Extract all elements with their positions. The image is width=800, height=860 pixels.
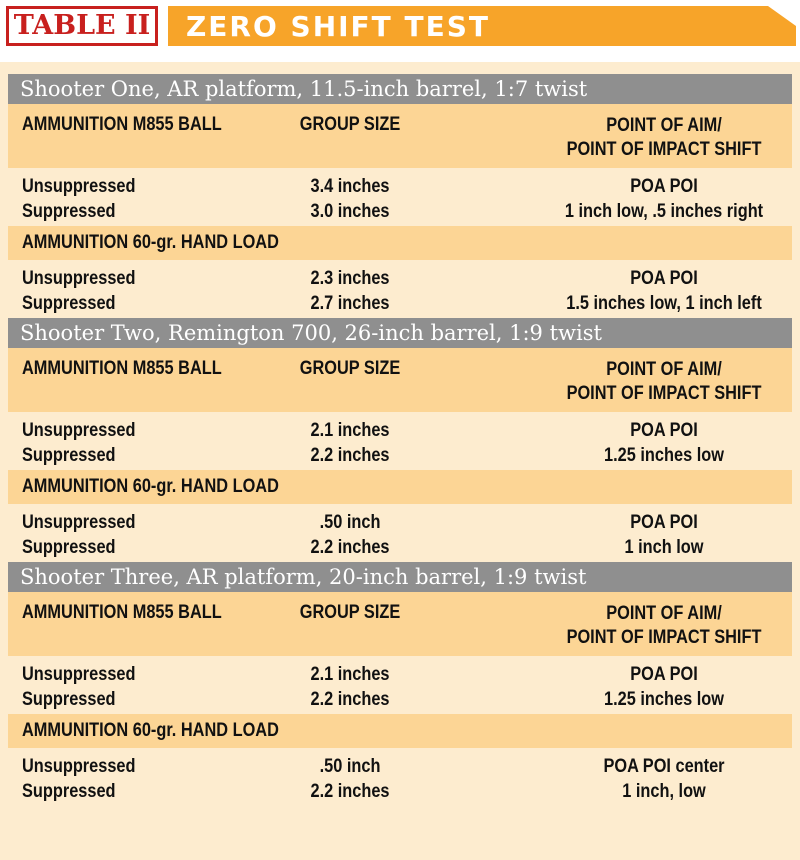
table-row-pair [8,748,792,806]
row-label: Unsuppressed [22,420,136,441]
column-header-row [8,592,792,656]
row-label: Suppressed [22,689,116,710]
shift-value: 1.25 inches low [604,445,724,466]
poa-header-line2: POINT OF IMPACT SHIFT [566,383,762,404]
row-label: Suppressed [22,537,116,558]
group-size-value: 2.2 inches [310,689,390,710]
poa-header-line1: POINT OF AIM/ [606,115,722,136]
ammo-hand-load-label: AMMUNITION 60-gr. HAND LOAD [22,232,279,253]
poa-header-text [567,358,762,406]
group-size-value: 3.4 inches [310,176,390,197]
poa-header-line2: POINT OF IMPACT SHIFT [566,627,762,648]
shift-value: POA POI [630,512,698,533]
section-title-shooter-one: Shooter One, AR platform, 11.5-inch barrel, 1:7 twist [8,74,792,104]
group-size-header-text: GROUP SIZE [299,114,401,135]
row-label: Suppressed [22,781,116,802]
ammo-m855-label: AMMUNITION M855 BALL [22,114,222,135]
column-header-row [8,348,792,412]
ammo-m855-label: AMMUNITION M855 BALL [22,602,222,623]
shift-value: 1 inch, low [622,781,706,802]
shift-value: 1.5 inches low, 1 inch left [566,293,762,314]
shift-value: POA POI [630,268,698,289]
shift-value: POA POI center [603,756,725,777]
ammo-hand-load-label: AMMUNITION 60-gr. HAND LOAD [22,476,279,497]
shift-value: POA POI [630,420,698,441]
row-label: Unsuppressed [22,512,136,533]
ammo-hand-load-row [8,226,792,260]
group-size-value: .50 inch [319,512,381,533]
group-size-value: 2.2 inches [310,781,390,802]
section-title-shooter-two: Shooter Two, Remington 700, 26-inch barrel, 1:9 twist [8,318,792,348]
group-size-value: .50 inch [319,756,381,777]
group-size-header-text: GROUP SIZE [299,602,401,623]
table-row-pair [8,656,792,714]
table-header [0,0,800,62]
group-size-value: 2.1 inches [310,664,390,685]
ammo-hand-load-label: AMMUNITION 60-gr. HAND LOAD [22,720,279,741]
group-size-value: 2.3 inches [310,268,390,289]
ammo-m855-label: AMMUNITION M855 BALL [22,358,222,379]
group-size-value: 2.2 inches [310,537,390,558]
row-label: Unsuppressed [22,268,136,289]
poa-header-text [567,602,762,650]
shift-value: 1 inch low, .5 inches right [564,201,764,222]
row-label: Unsuppressed [22,756,136,777]
group-size-value: 2.1 inches [310,420,390,441]
table-row-pair [8,504,792,562]
shift-value: 1.25 inches low [604,689,724,710]
section-title-shooter-three: Shooter Three, AR platform, 20-inch barrel, 1:9 twist [8,562,792,592]
table-row-pair [8,260,792,318]
group-size-value: 2.2 inches [310,445,390,466]
row-label: Unsuppressed [22,664,136,685]
table-row-pair [8,168,792,226]
table-row-pair [8,412,792,470]
column-header-row [8,104,792,168]
row-label: Suppressed [22,293,116,314]
title-banner [168,6,796,46]
shift-value: POA POI [630,176,698,197]
table-number-tag: TABLE II [6,6,158,46]
shift-value: 1 inch low [624,537,704,558]
group-size-header-text: GROUP SIZE [299,358,401,379]
poa-header-line2: POINT OF IMPACT SHIFT [566,139,762,160]
ammo-hand-load-row [8,714,792,748]
poa-header-line1: POINT OF AIM/ [606,359,722,380]
row-label: Unsuppressed [22,176,136,197]
group-size-value: 2.7 inches [310,293,390,314]
group-size-value: 3.0 inches [310,201,390,222]
ammo-hand-load-row [8,470,792,504]
poa-header-line1: POINT OF AIM/ [606,603,722,624]
poa-header-text [567,114,762,162]
zero-shift-table [8,74,792,806]
table-title: ZERO SHIFT TEST [186,10,491,43]
row-label: Suppressed [22,445,116,466]
row-label: Suppressed [22,201,116,222]
shift-value: POA POI [630,664,698,685]
